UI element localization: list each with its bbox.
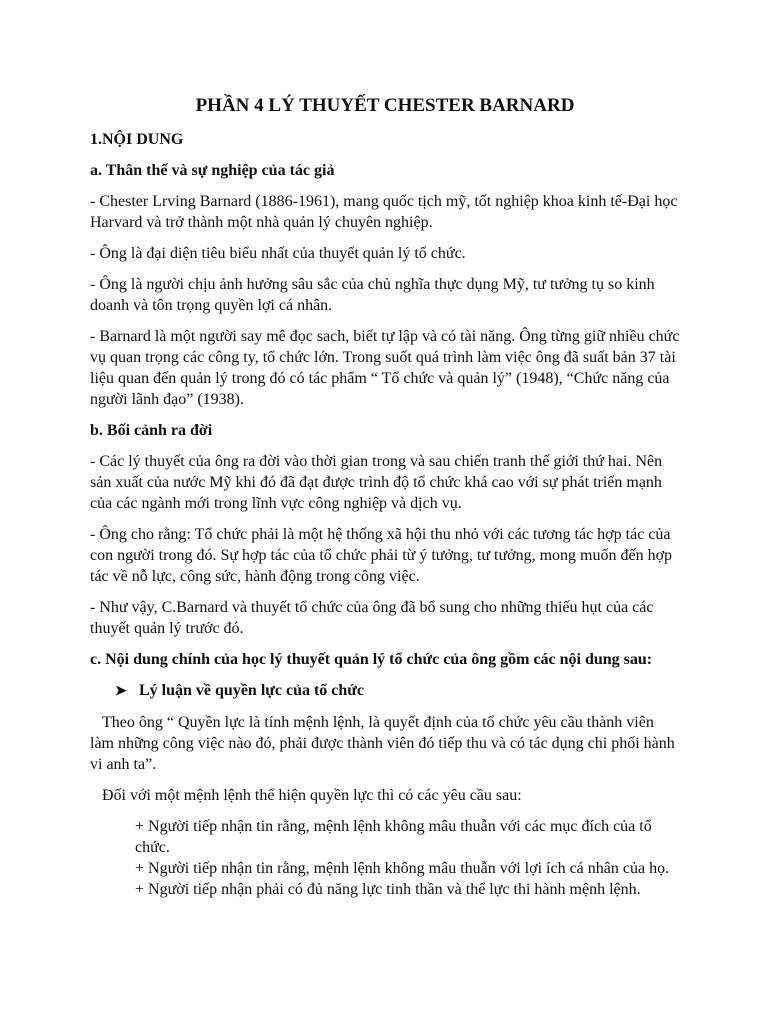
- subsection-heading-a: a. Thân thế và sự nghiệp của tác giả: [90, 162, 335, 179]
- paragraph: - Như vậy, C.Barnard và thuyết tổ chức của ông đã bổ sung cho những thiếu hụt của các thuyết quản lý trước đó.: [90, 599, 654, 637]
- list-item: + Người tiếp nhận tin rằng, mệnh lệnh không mâu thuẫn với lợi ích cá nhân của họ.: [135, 860, 670, 877]
- section-heading-noi-dung: 1.NỘI DUNG: [90, 131, 184, 148]
- paragraph: - Barnard là một người say mê đọc sach, biết tự lập và có tài năng. Ông từng giữ nhiều chức vụ quan trọng các công ty, tổ chức lớn. Trong suốt quá trình làm việc ông đã suất bản 37 tài liệu quan đến quản lý trong đó có tác phẩm “ Tổ chức và quản lý” (1948), “Chức năng của người lãnh đạo” (1938).: [90, 328, 680, 408]
- paragraph: - Chester Lrving Barnard (1886-1961), mang quốc tịch mỹ, tốt nghiệp khoa kinh tế-Đại học Harvard và trở thành một nhà quản lý chuyên nghiệp.: [90, 193, 678, 231]
- paragraph: - Ông là đại diện tiêu biểu nhất của thuyết quản lý tổ chức.: [90, 245, 466, 262]
- paragraph: Theo ông “ Quyền lực là tính mệnh lệnh, là quyết định của tổ chức yêu cầu thành viên làm những công việc nào đó, phải được thành viên đó tiếp thu và có tác dụng chi phối hành vi anh ta”.: [90, 714, 675, 773]
- bullet-item: [115, 680, 680, 702]
- subsection-heading-b: b. Bối cảnh ra đời: [90, 422, 213, 439]
- bullet-heading: Lý luận về quyền lực của tổ chức: [139, 682, 364, 699]
- list-item: + Người tiếp nhận tin rằng, mệnh lệnh không mâu thuẫn với các mục đích của tổ chức.: [135, 818, 652, 856]
- list-item: + Người tiếp nhận phải có đủ năng lực tinh thần và thể lực thi hành mệnh lệnh.: [135, 881, 641, 898]
- subsection-heading-c: c. Nội dung chính của học lý thuyết quản lý tổ chức của ông gồm các nội dung sau:: [90, 651, 653, 668]
- requirements-list: [135, 816, 680, 900]
- paragraph: - Ông là người chịu ảnh hưởng sâu sắc của chủ nghĩa thực dụng Mỹ, tư tưởng tụ so kinh doanh và tôn trọng quyền lợi cá nhân.: [90, 276, 655, 314]
- arrow-bullet-icon: ➤: [115, 684, 127, 699]
- page-title: PHẦN 4 LÝ THUYẾT CHESTER BARNARD: [195, 95, 575, 116]
- document-content: [90, 94, 680, 900]
- paragraph: - Ông cho rằng: Tổ chức phải là một hệ thống xã hội thu nhỏ với các tương tác hợp tác của con người trong đó. Sự hợp tác của tổ chức phải từ ý tưởng, tư tưởng, mong muốn đến hợp tác về nỗ lực, công sức, hành động trong công việc.: [90, 526, 673, 585]
- paragraph: Đối với một mệnh lệnh thể hiện quyền lực thì có các yêu cầu sau:: [102, 787, 522, 804]
- paragraph: - Các lý thuyết của ông ra đời vào thời gian trong và sau chiến tranh thế giới thứ hai. Nên sản xuất của nước Mỹ khi đó đã đạt được trình độ tổ chức khá cao với sự phát triển mạnh của các ngành mới trong lĩnh vực công nghiệp và dịch vụ.: [90, 453, 663, 512]
